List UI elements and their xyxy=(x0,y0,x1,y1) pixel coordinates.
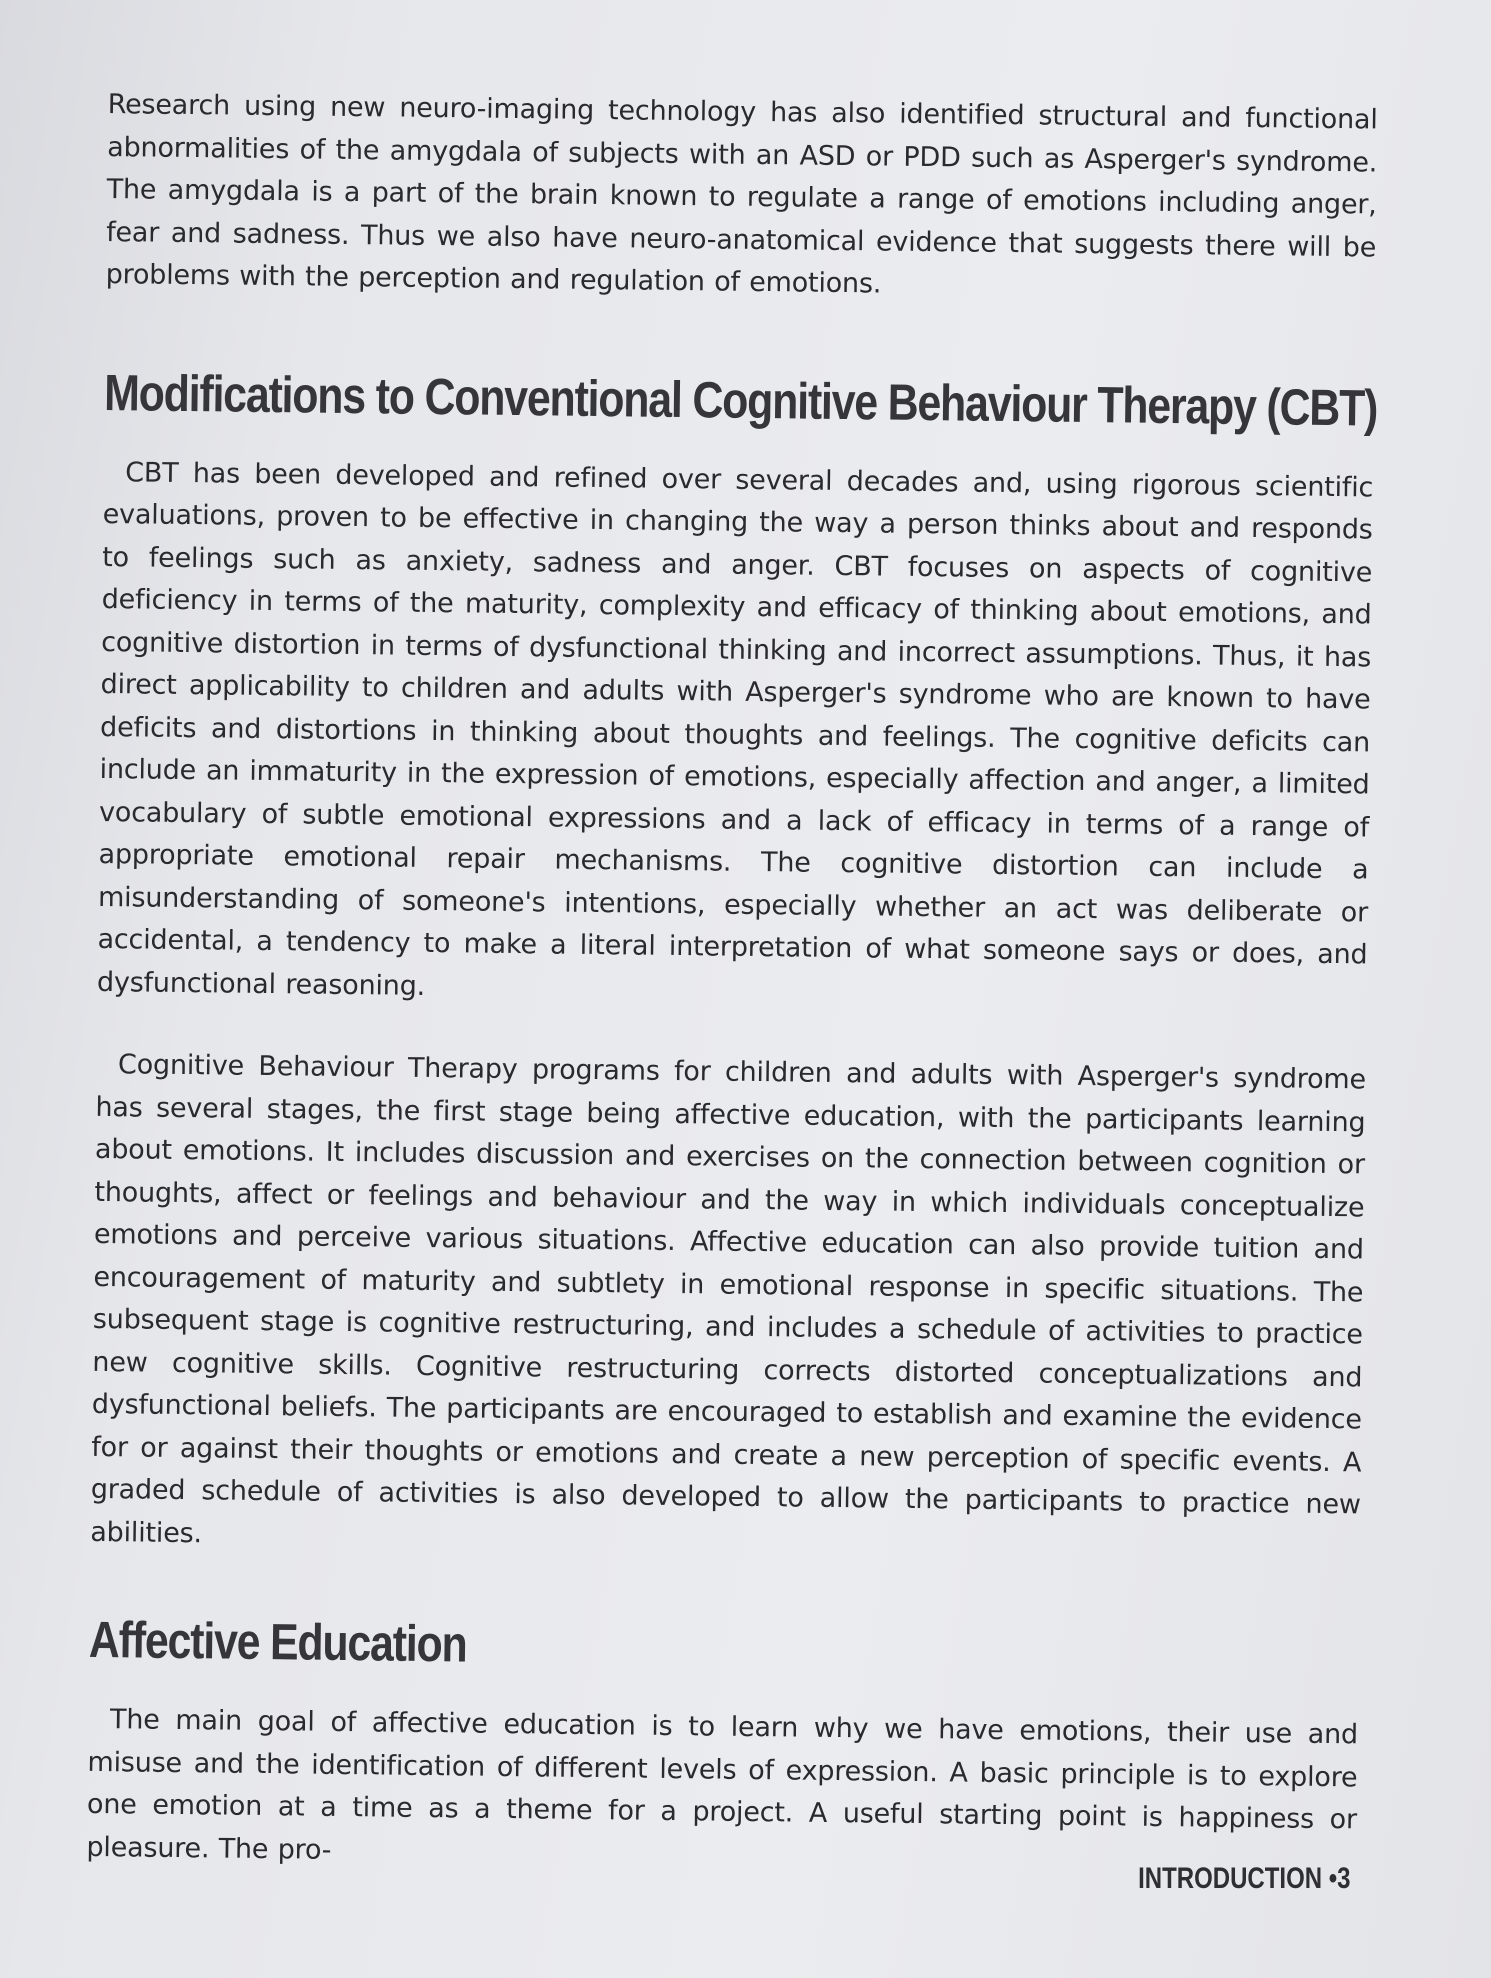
running-head: INTRODUCTION xyxy=(1138,1862,1323,1895)
intro-paragraph: Research using new neuro-imaging technology has also identified structural and functional abnormalities of the amygdala of subjects with an ASD or PDD such as Asperger's syndrome. The amygdala is a part of the brain known to regulate a range of emotions including anger, fear and sadness. Thus we also have neuro-anatomical evidence that suggests there will be problems with the perception and regulation of emotions. xyxy=(105,88,1378,300)
text-column xyxy=(86,84,1378,1884)
cbt-paragraph-2: Cognitive Behaviour Therapy programs for children and adults with Asperger's syndrome has several stages, the first stage being affective education, with the participants learning about emotions. It includes discussion and exercises on the connection between cognition or thoughts, affect or feelings and behaviour and the way in which individuals conceptualize emotions and perceive various situations. Affective education can also provide tuition and encouragement of maturity and subtlety in emotional response in specific situations. The subsequent stage is cognitive restructuring, and includes a schedule of activities to practice new cognitive skills. Cognitive restructuring corrects distorted conceptualizations and dysfunctional beliefs. The participants are encouraged to establish and examine the evidence for or against their thoughts or emotions and create a new perception of specific events. A graded schedule of activities is also developed to allow the participants to practice new abilities. xyxy=(90,1049,1367,1549)
page-footer xyxy=(1139,1862,1351,1896)
cbt-paragraph-1: CBT has been developed and refined over several decades and, using rigorous scientific evaluations, proven to be effective in changing the way a person thinks about and responds to feelings such as anxiety, sadness and anger. CBT focuses on aspects of cognitive deficiency in terms of the maturity, complexity and efficacy of thinking about emotions, and cognitive distortion in terms of dysfunctional thinking and incorrect assumptions. Thus, it has direct applicability to children and adults with Asperger's syndrome who are known to have deficits and distortions in thinking about thoughts and feelings. The cognitive deficits can include an immaturity in the expression of emotions, especially affection and anger, a limited vocabulary of subtle emotional expressions and a lack of efficacy in terms of a range of appropriate emotional repair mechanisms. The cognitive distortion can include a misunderstanding of someone's intentions, especially whether an act was deliberate or accidental, a tendency to make a literal interpretation of what someone says or does, and dysfunctional reasoning. xyxy=(96,456,1374,1002)
page-number: •3 xyxy=(1329,1862,1351,1895)
affective-education-heading: Affective Education xyxy=(88,1610,467,1673)
affective-education-paragraph: The main goal of affective education is to learn why we have emotions, their use and misuse and the identification of different levels of expression. A basic principle is to explore one emotion at a time as a theme for a project. A useful starting point is happiness or pleasure. The pro- xyxy=(86,1704,1359,1866)
cbt-section-heading: Modifications to Conventional Cognitive Behaviour Therapy (CBT) xyxy=(103,363,1378,437)
